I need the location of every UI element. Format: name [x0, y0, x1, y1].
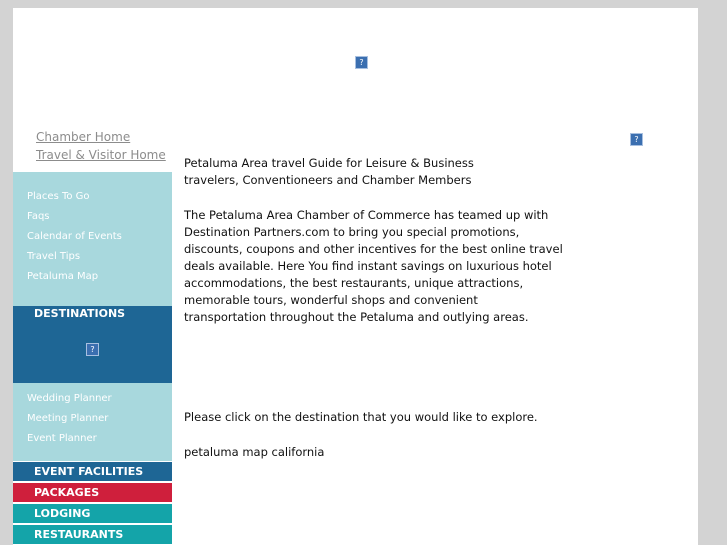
side-broken-image-icon: ?: [630, 133, 643, 146]
paragraph-line: accommodations, the best restaurants, unique attractions,: [184, 276, 524, 290]
intro-line: Petaluma Area travel Guide for Leisure & Business: [184, 156, 474, 170]
paragraph-line: transportation throughout the Petaluma and outlying areas.: [184, 310, 529, 324]
page-container: [13, 8, 698, 545]
travel-visitor-home-link[interactable]: Travel & Visitor Home: [36, 148, 166, 162]
nav-item-calendar-of-events[interactable]: Calendar of Events: [27, 231, 122, 242]
description-paragraph: [184, 207, 563, 326]
destinations-broken-image-icon[interactable]: ?: [86, 343, 99, 356]
nav-item-meeting-planner[interactable]: Meeting Planner: [27, 413, 109, 424]
nav-item-places-to-go[interactable]: Places To Go: [27, 191, 90, 202]
nav-item-petaluma-map[interactable]: Petaluma Map: [27, 271, 99, 282]
primary-nav-panel: [13, 172, 172, 306]
instruction-text: Please click on the destination that you would like to explore.: [184, 410, 538, 424]
paragraph-line: discounts, coupons and other incentives for the best online travel: [184, 242, 563, 256]
intro-text: [184, 155, 474, 189]
destinations-panel: [13, 306, 172, 383]
banner-broken-image-icon: ?: [355, 56, 368, 69]
paragraph-line: The Petaluma Area Chamber of Commerce has teamed up with: [184, 208, 549, 222]
map-caption-text: petaluma map california: [184, 445, 325, 459]
intro-line: travelers, Conventioneers and Chamber Members: [184, 173, 472, 187]
paragraph-line: deals available. Here You find instant savings on luxurious hotel: [184, 259, 552, 273]
paragraph-line: Destination Partners.com to bring you special promotions,: [184, 225, 520, 239]
nav-item-event-planner[interactable]: Event Planner: [27, 433, 97, 444]
category-packages[interactable]: PACKAGES: [13, 483, 172, 502]
planner-nav-panel: [13, 383, 172, 461]
category-lodging[interactable]: LODGING: [13, 504, 172, 523]
category-restaurants[interactable]: RESTAURANTS: [13, 525, 172, 544]
destinations-heading: DESTINATIONS: [34, 307, 126, 320]
paragraph-line: memorable tours, wonderful shops and convenient: [184, 293, 478, 307]
nav-item-faqs[interactable]: Faqs: [27, 211, 50, 222]
category-event-facilities[interactable]: EVENT FACILITIES: [13, 462, 172, 481]
nav-item-travel-tips[interactable]: Travel Tips: [27, 251, 81, 262]
chamber-home-link[interactable]: Chamber Home: [36, 130, 131, 144]
nav-item-wedding-planner[interactable]: Wedding Planner: [27, 393, 112, 404]
